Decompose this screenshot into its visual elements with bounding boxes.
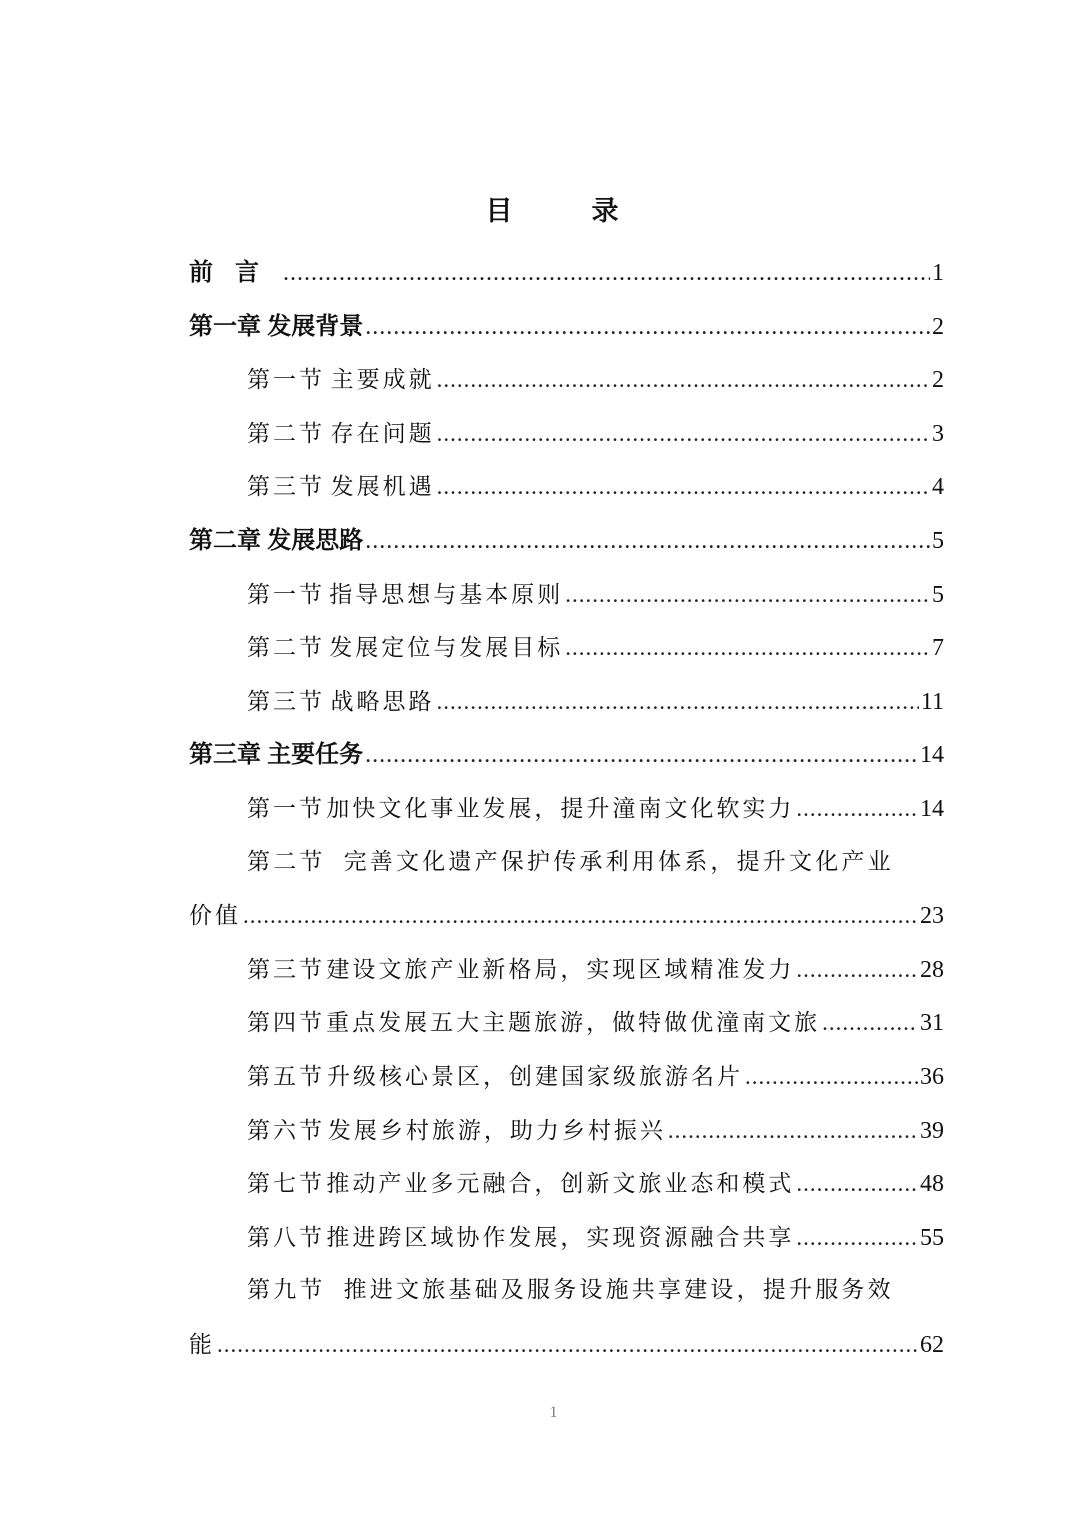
toc-entry-title: 加快文化事业发展，提升潼南文化软实力 [326, 795, 795, 822]
toc-entry-ch2-section-3[interactable] [189, 675, 944, 729]
toc-entry-label: 第一节 [247, 795, 325, 822]
toc-entry-label: 第一节 [247, 367, 325, 394]
dot-leader [365, 515, 930, 569]
toc-entry-intro[interactable] [189, 246, 944, 300]
footer-page-number: 1 [549, 1404, 558, 1421]
dot-leader [437, 407, 930, 461]
toc-entry-title-line-2: 能 [189, 1331, 215, 1358]
toc-entry-ch3-section-1[interactable] [189, 782, 944, 836]
toc-page-number: 3 [932, 420, 944, 447]
toc-page-number: 5 [932, 527, 944, 554]
dot-leader [796, 1157, 918, 1211]
toc-entry-title-line-1: 推进文旅基础及服务设施共享建设，提升服务效 [343, 1277, 894, 1304]
toc-entry-label: 第二节 [247, 635, 325, 662]
toc-page-number: 2 [932, 367, 944, 394]
toc-entry-label: 第二节 [247, 848, 326, 875]
toc-entry-label: 第三节 [247, 474, 325, 501]
toc-page-number: 11 [920, 688, 944, 715]
toc-entry-label: 第九节 [247, 1277, 326, 1304]
toc-entry-label: 第二章 [189, 525, 261, 554]
dot-leader [365, 729, 918, 783]
toc-page-number: 1 [932, 260, 944, 286]
toc-entry-ch3-section-7[interactable] [189, 1157, 944, 1211]
dot-leader [283, 247, 930, 301]
dot-leader [437, 353, 930, 407]
toc-entry-chapter-3[interactable] [189, 728, 944, 782]
dot-leader [745, 1050, 918, 1104]
toc-entry-label: 第八节 [247, 1224, 325, 1251]
document-title: 目 录 [485, 196, 645, 227]
toc-entry-ch3-section-2[interactable] [189, 836, 944, 943]
toc-entry-ch1-section-3[interactable] [189, 460, 944, 514]
toc-entry-label: 第四节 [247, 1010, 325, 1037]
dot-leader [565, 568, 930, 622]
toc-entry-label: 第一章 [189, 311, 261, 340]
dot-leader [243, 889, 918, 943]
toc-page-number: 28 [920, 956, 944, 983]
toc-entry-title: 发展机遇 [330, 474, 435, 501]
dot-leader [565, 621, 930, 675]
toc-entry-title: 推动产业多元融合，创新文旅业态和模式 [326, 1171, 795, 1198]
dot-leader [796, 782, 918, 836]
toc-entry-label: 第三章 [189, 740, 261, 769]
toc-page-number: 23 [920, 903, 944, 930]
toc-entry-ch2-section-1[interactable] [189, 568, 944, 622]
toc-entry-label: 第二节 [247, 420, 325, 447]
toc-entry-label: 第七节 [247, 1171, 325, 1198]
toc-entry-title: 存在问题 [330, 420, 435, 447]
toc-page-number: 62 [920, 1331, 944, 1358]
table-of-contents [189, 246, 944, 1371]
toc-entry-chapter-1[interactable] [189, 300, 944, 354]
toc-entry-title: 主要任务 [267, 740, 364, 769]
toc-page-number: 2 [932, 313, 944, 340]
dot-leader [437, 675, 919, 729]
toc-entry-ch3-section-6[interactable] [189, 1104, 944, 1158]
toc-entry-ch1-section-2[interactable] [189, 407, 944, 461]
toc-entry-ch2-section-2[interactable] [189, 621, 944, 675]
toc-entry-ch3-section-4[interactable] [189, 996, 944, 1050]
toc-page-number: 14 [920, 795, 944, 822]
toc-page-number: 14 [920, 742, 944, 769]
dot-leader [365, 301, 930, 355]
toc-entry-label: 第三节 [247, 956, 325, 983]
dot-leader [217, 1318, 918, 1372]
dot-leader [437, 460, 930, 514]
toc-page-number: 39 [920, 1117, 944, 1144]
toc-entry-label: 第五节 [247, 1063, 325, 1090]
toc-entry-title: 发展定位与发展目标 [329, 635, 564, 662]
toc-page-number: 36 [920, 1063, 944, 1090]
toc-page-number: 55 [920, 1224, 944, 1251]
toc-entry-label: 第三节 [247, 688, 325, 715]
toc-page-number: 7 [932, 635, 944, 662]
toc-entry-label: 前言 [189, 258, 281, 286]
toc-page-number: 31 [920, 1010, 944, 1037]
toc-page-number: 48 [920, 1171, 944, 1198]
toc-entry-label: 第一节 [247, 581, 325, 608]
toc-entry-title: 主要成就 [330, 367, 435, 394]
dot-leader [796, 943, 918, 997]
toc-entry-ch3-section-8[interactable] [189, 1211, 944, 1265]
toc-entry-ch3-section-5[interactable] [189, 1050, 944, 1104]
dot-leader [668, 1104, 918, 1158]
toc-entry-title: 重点发展五大主题旅游，做特做优潼南文旅 [326, 1010, 821, 1037]
toc-entry-title-line-1: 完善文化遗产保护传承利用体系，提升文化产业 [343, 848, 894, 875]
dot-leader [822, 996, 918, 1050]
toc-entry-ch1-section-1[interactable] [189, 353, 944, 407]
toc-entry-ch3-section-3[interactable] [189, 943, 944, 997]
toc-page-number: 5 [932, 581, 944, 608]
toc-entry-title: 发展乡村旅游，助力乡村振兴 [327, 1117, 666, 1144]
toc-entry-chapter-2[interactable] [189, 514, 944, 568]
toc-entry-title: 发展背景 [267, 311, 364, 340]
toc-entry-title-line-2: 价值 [189, 903, 241, 930]
toc-entry-title: 战略思路 [330, 688, 435, 715]
toc-entry-ch3-section-9[interactable] [189, 1264, 944, 1371]
toc-entry-title: 指导思想与基本原则 [329, 581, 564, 608]
toc-entry-title: 发展思路 [267, 525, 364, 554]
toc-entry-title: 建设文旅产业新格局，实现区域精准发力 [326, 956, 795, 983]
toc-page-number: 4 [932, 474, 944, 501]
toc-entry-title: 升级核心景区，创建国家级旅游名片 [326, 1063, 743, 1090]
toc-entry-label: 第六节 [247, 1117, 325, 1144]
dot-leader [796, 1211, 918, 1265]
toc-entry-title: 推进跨区域协作发展，实现资源融合共享 [326, 1224, 795, 1251]
